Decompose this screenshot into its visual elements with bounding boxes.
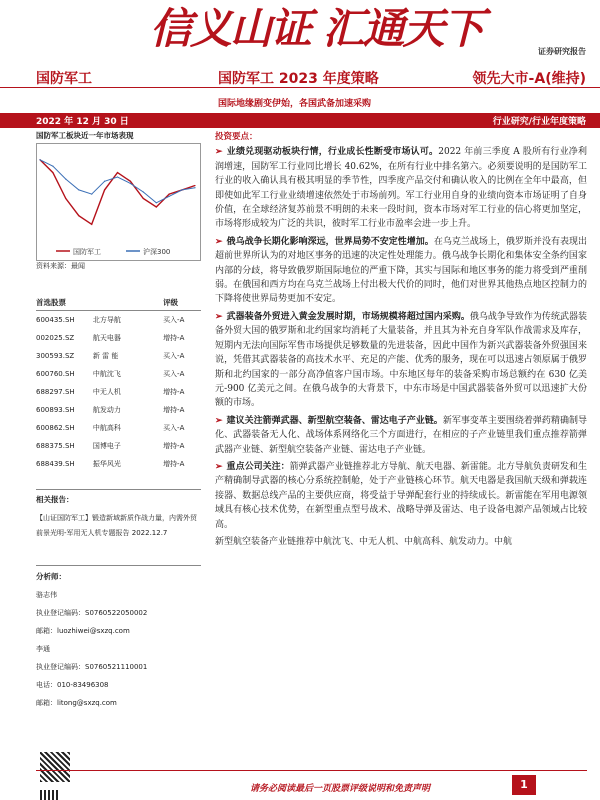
stock-rating: 增持-A [163,460,185,468]
stock-rating: 增持-A [163,334,185,342]
stock-name: 新 雷 能 [92,352,119,360]
paragraph [215,460,587,532]
stock-code: 600893.SH [36,406,75,414]
table-row [36,455,201,473]
stock-rating: 增持-A [163,388,185,396]
stock-name: 中航沈飞 [92,370,121,378]
paragraph-text: 箭弹武器产业链推荐北方导航、航天电器、新雷能。北方导航负责研发和生产精确制导武器的核心分系统控制舱，处于产业链核心环节。航天电器是我国航天级和弹载连接器、数据总线产品的主要供应商，将受益于导弹配套行业的持续成长。新雷能在军用电源领域具有核心技术优势，在新型重点型号战术、战略导弹及雷达、电子设备电源产品领域占比较高。 [215,461,587,530]
stock-rating: 买入-A [163,352,185,360]
paragraph-lead: 业绩兑现驱动板块行情，行业成长性断受市场认可。 [226,147,439,158]
paragraph-text: 新型航空装备产业链推荐中航沈飞、中无人机、中航高科、航发动力。中航 [215,536,513,547]
data-point [169,194,170,195]
paragraph-list [215,145,587,549]
report-category: 行业研究/行业年度策略 [492,117,586,127]
paragraph-lead: 重点公司关注： [226,461,290,472]
paragraph-text: 2022 年前三季度 A 股所有行业净利润增速，国防军工行业同比增长 40.62%，在所有行业中排名第六。必须要说明的是国防军工行业的收入确认具有极其明显的季节性，四季度产品交付和确认收入的比例在全年中最高，但即使如此军工行业业绩增速依然处于市场前列。军工行业用自身的业绩向资本市场证明了自身价值，在全球经济复苏前景不明朗的未来一段时间，资本市场对军工行业的信心将更加坚定，市场将形成较为广泛的共识，彼时军工行业市盈率会进一步上升。 [215,147,587,230]
data-point [156,206,157,207]
report-title: 国防军工 2023 年度策略 [218,71,379,87]
analyst-name: 骆志伟 [36,591,57,599]
legend-label: 沪深300 [143,248,171,256]
report-subtitle: 国际地缘剧变伊始，各国武备加速采购 [218,99,372,109]
related-reports [36,489,201,541]
bullet-arrow-icon: ➢ [215,311,223,322]
stock-rating: 买入-A [163,370,185,378]
bullet-arrow-icon: ➢ [215,236,223,247]
data-point [169,196,170,197]
left-column [36,130,201,712]
company-logo: 信义山证 汇通天下 [150,4,483,53]
table-row [36,437,201,455]
analyst-phone: 电话：010-83496308 [36,681,109,689]
bullet-arrow-icon: ➢ [215,147,223,158]
data-point [156,202,157,203]
rating-label: 领先大市-A(维持) [472,71,586,87]
paragraph-lead: 俄乌战争长期化影响深远，世界局势不安定性增加。 [226,236,434,247]
analyst-name: 李通 [36,645,50,653]
chart-frame [37,144,201,261]
data-point [130,181,131,182]
data-point [143,191,144,192]
page-number: 1 [512,775,536,795]
data-point [78,215,79,216]
stock-rating: 增持-A [163,442,185,450]
analyst-title: 分析师： [36,572,66,581]
paragraph [215,414,587,457]
report-type-label: 证券研究报告 [538,47,586,56]
stock-name: 国博电子 [92,442,121,450]
stock-rating: 买入-A [163,316,185,324]
stock-table [36,311,201,473]
paragraph [215,235,587,307]
qr-code-icon [40,752,70,782]
paragraph [215,535,587,549]
data-point [194,187,195,188]
footer-divider [36,770,587,771]
stock-rating: 买入-A [163,424,185,432]
analyst-email[interactable]: 邮箱：luozhiwei@sxzq.com [36,627,130,635]
paragraph-text: 俄乌战争导致作为传统武器装备外贸大国的俄罗斯和北约国家均消耗了大量装备，并且其为补充自身军队作战需求及库存，短期内无法向国际军售市场提供足够数量的先进装备，因此中国作为新兴武器装备外贸强国来说，凭借其武器装备的高技术水平、充足的产能、优秀的服务，现在可以迅速占领原属于俄罗斯和北约国家的一部分高净值客户国市场。中东地区每年的装备采购市场总额约在 630 亿美元-900 亿美元之间。在俄乌战争的大背景下，中东市场是中国武器装备外贸可以迅速扩大份额的市场。 [215,311,587,409]
data-point [91,194,92,195]
stock-code: 688375.SH [36,442,75,450]
table-row [36,401,201,419]
data-point [91,224,92,225]
footer-disclaimer: 请务必阅读最后一页股票评级说明和免责声明 [250,784,431,794]
stock-rating: 增持-A [163,406,185,414]
stock-code: 002025.SZ [36,334,75,342]
stock-code: 688439.SH [36,460,75,468]
paragraph-lead: 建议关注箭弹武器、新型航空装备、雷达电子产业链。 [226,415,443,426]
bullet-arrow-icon: ➢ [215,415,223,426]
stock-code: 600435.SH [36,316,75,324]
related-reports-title: 相关报告： [36,495,74,504]
chart-title: 国防军工板块近一年市场表现 [36,131,134,140]
paragraph-lead: 武器装备外贸进入黄金发展时期，市场规模将超过国内采购。 [226,311,470,322]
table-row [36,329,201,347]
series-line-2 [40,160,195,203]
paragraph [215,145,587,231]
stock-header-code: 首选股票 [36,298,66,307]
stock-name: 中航高科 [92,424,121,432]
analyst-cert: 执业登记编码：S0760522050002 [36,609,148,617]
stock-code: 688297.SH [36,388,75,396]
stock-name: 航发动力 [92,406,121,414]
data-point [117,172,118,173]
bullet-arrow-icon: ➢ [215,461,223,472]
analyst-email[interactable]: 邮箱：litong@sxzq.com [36,699,117,707]
data-point [130,183,131,184]
data-point [52,172,53,173]
qr-code-icon [40,790,60,800]
data-point [65,179,66,180]
stock-header-rating: 评级 [163,298,179,307]
table-row [36,383,201,401]
paragraph-text: 新军事变革主要围绕着弹药精确制导化、武器装备无人化、战场体系网络化三个方面进行，在相应的子产业链里我们重点推荐箭弹武器产业链、新型航空装备产业链、雷达电子产业链。 [215,415,587,455]
stock-code: 600760.SH [36,370,75,378]
stock-code: 300593.SZ [36,352,75,360]
report-date: 2022 年 12 月 30 日 [36,117,129,127]
chart-source: 资料来源：最闻 [36,262,85,270]
table-row [36,419,201,437]
data-point [39,159,40,160]
table-row [36,311,201,329]
sector-label: 国防军工 [36,71,92,87]
data-point [104,181,105,182]
main-column [215,130,587,552]
data-point [104,189,105,190]
stock-header-name [93,297,163,308]
performance-chart [36,143,201,261]
data-point [194,185,195,186]
analyst-cert: 执业登记编码：S0760521110001 [36,663,148,671]
related-report-link[interactable]: 【山证国防军工】锻造新域新质作战力量，内需外贸前景光明-军用无人机专题报告 2022.12.7 [36,514,197,537]
data-point [143,198,144,199]
table-row [36,347,201,365]
series-line-1 [40,160,195,225]
table-row [36,365,201,383]
stock-code: 600862.SH [36,424,75,432]
stock-name: 振华风光 [92,460,121,468]
data-point [78,189,79,190]
stock-name: 中无人机 [92,388,121,396]
stock-name: 北方导航 [92,316,121,324]
analyst-section [36,565,201,712]
stock-table-header [36,297,201,311]
data-point [65,198,66,199]
paragraph [215,310,587,411]
paragraph-text: 在乌克兰战场上，俄罗斯并没有表现出超前世界所认为的对地区事务的迅速的决定性处理能力。俄乌战争长期化和集体安全条约国家内部的分歧，将导致俄罗斯国际地位的严重下降，其实与国际和地区事务的能力将受到严重削弱。在俄国和西方均在乌克兰战场上付出极大代价的同时，他们对世界其他热点地区控制力的下降将使世界局势更加不安定。 [215,236,587,305]
data-point [52,166,53,167]
data-point [117,176,118,177]
legend-label: 国防军工 [73,248,101,256]
stock-name: 航天电器 [92,334,121,342]
section-title: 投资要点： [215,132,258,142]
data-point [181,189,182,190]
